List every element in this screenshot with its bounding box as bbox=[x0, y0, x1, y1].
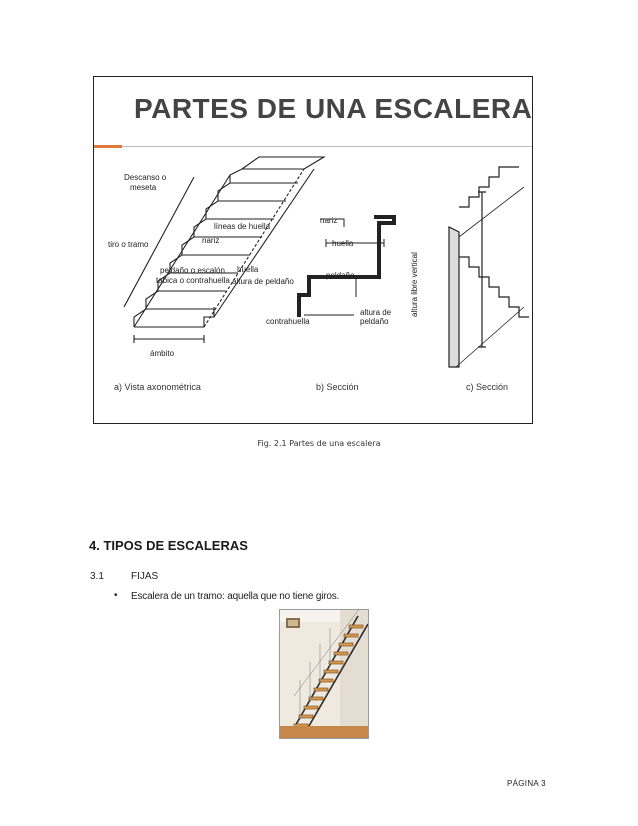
label-nariz-a: nariz bbox=[202, 236, 220, 245]
section-c-drawing bbox=[449, 167, 529, 367]
bullet-text: Escalera de un tramo: aquella que no tiene giros. bbox=[131, 591, 340, 602]
section-heading: 4. TIPOS DE ESCALERAS bbox=[89, 538, 248, 553]
label-nariz-b: nariz bbox=[320, 216, 338, 225]
caption-b: b) Sección bbox=[316, 382, 359, 392]
label-tiro: tiro o tramo bbox=[108, 240, 149, 249]
subsection-title: FIJAS bbox=[131, 571, 159, 582]
caption-a: a) Vista axonométrica bbox=[114, 382, 201, 392]
label-tabica: tabica o contrahuella bbox=[156, 276, 230, 285]
label-altura-b2: peldaño bbox=[360, 317, 389, 326]
bullet-icon: • bbox=[114, 590, 118, 601]
label-descanso: Descanso o bbox=[124, 173, 167, 182]
label-lineas-huella: líneas de huella bbox=[214, 222, 271, 231]
staircase-photo-icon bbox=[280, 610, 369, 739]
figure-frame bbox=[93, 76, 533, 424]
label-altura-b1: altura de bbox=[360, 308, 392, 317]
caption-c: c) Sección bbox=[466, 382, 509, 392]
staircase-photo bbox=[279, 609, 369, 739]
label-peldano-b: peldaño bbox=[326, 271, 355, 280]
figure-caption: Fig. 2.1 Partes de una escalera bbox=[257, 439, 381, 448]
label-huella-b: huella bbox=[332, 239, 354, 248]
label-huella-a: huella bbox=[237, 265, 259, 274]
page-number: PÁGINA 3 bbox=[507, 779, 546, 788]
subsection-number: 3.1 bbox=[90, 571, 104, 582]
label-altura-libre: altura libre vertical bbox=[410, 252, 419, 317]
label-meseta: meseta bbox=[130, 183, 157, 192]
figure-title: PARTES DE UNA ESCALERA bbox=[134, 93, 533, 124]
label-ambito: ámbito bbox=[150, 349, 175, 358]
label-altura-peldano-a: altura de peldaño bbox=[232, 277, 294, 286]
section-b-drawing bbox=[299, 217, 394, 317]
label-contrahuella-b: contrahuella bbox=[266, 317, 310, 326]
label-peldano-escalon: peldaño o escalón bbox=[160, 266, 225, 275]
